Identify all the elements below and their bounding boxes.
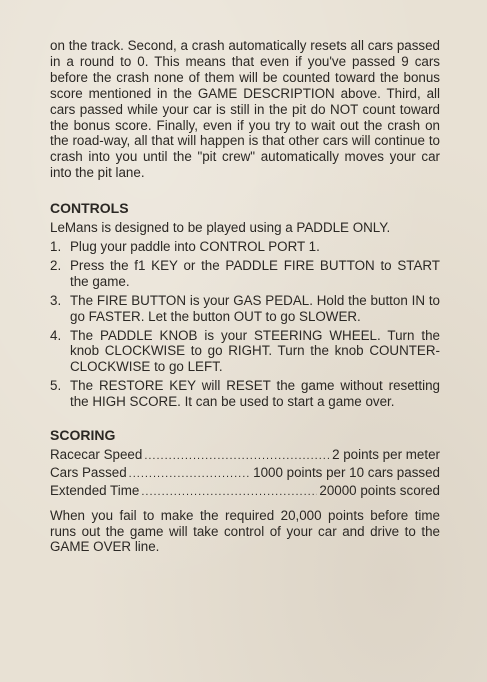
scoring-note: When you fail to make the required 20,000 points before time runs out the game will take control of your car and drive to the GAME OVER line. (50, 507, 440, 555)
step-number: 4. (50, 327, 62, 343)
dot-leader (129, 467, 251, 483)
step-text: The PADDLE KNOB is your STEERING WHEEL. Turn the knob CLOCKWISE to go RIGHT. Turn the knob COUNTER-CLOCKWISE to go LEFT. (70, 327, 440, 375)
step-text: The RESTORE KEY will RESET the game without resetting the HIGH SCORE. It can be used to start a game over. (70, 378, 440, 410)
step-text: Press the f1 KEY or the PADDLE FIRE BUTTON to START the game. (70, 257, 440, 289)
scoring-value: 1000 points per 10 cars passed (253, 464, 440, 480)
controls-heading: CONTROLS (50, 200, 129, 217)
step-number: 5. (50, 378, 62, 394)
scoring-label: Racecar Speed (50, 446, 143, 462)
scoring-row-extended-time (50, 483, 440, 501)
controls-step-4 (50, 328, 440, 376)
scoring-value: 2 points per meter (332, 446, 440, 462)
scoring-label: Cars Passed (50, 464, 127, 480)
dot-leader (141, 485, 317, 501)
controls-intro: LeMans is designed to be played using a PADDLE ONLY. (50, 220, 391, 236)
step-text: Plug your paddle into CONTROL PORT 1. (70, 238, 320, 254)
controls-steps-list (50, 239, 440, 410)
scoring-label: Extended Time (50, 482, 140, 498)
controls-step-5 (50, 378, 440, 410)
controls-step-2 (50, 258, 440, 290)
step-number: 3. (50, 292, 62, 308)
scoring-heading: SCORING (50, 427, 116, 444)
dot-leader (144, 449, 330, 465)
manual-page (50, 38, 440, 555)
scoring-row-cars-passed (50, 465, 440, 483)
step-number: 1. (50, 238, 62, 254)
scoring-table (50, 447, 440, 501)
scoring-row-racecar-speed (50, 447, 440, 465)
intro-paragraph: on the track. Second, a crash automatically resets all cars passed in a round to 0. This means that even if you've passed 9 cars before the crash none of them will be counted toward the bonus score mentioned in the GAME DESCRIPTION above. Third, all cars passed while your car is still in the pit do NOT count toward the bonus score. Finally, even if you try to wait out the crash on the road-way, all that will happen is that other cars will continue to crash into you until the "pit crew" automatically moves your car into the pit lane. (50, 38, 440, 181)
controls-step-1 (50, 239, 440, 255)
scoring-value: 20000 points scored (319, 482, 440, 498)
step-number: 2. (50, 257, 62, 273)
step-text: The FIRE BUTTON is your GAS PEDAL. Hold the button IN to go FASTER. Let the button OUT to go SLOWER. (70, 292, 440, 324)
controls-step-3 (50, 293, 440, 325)
